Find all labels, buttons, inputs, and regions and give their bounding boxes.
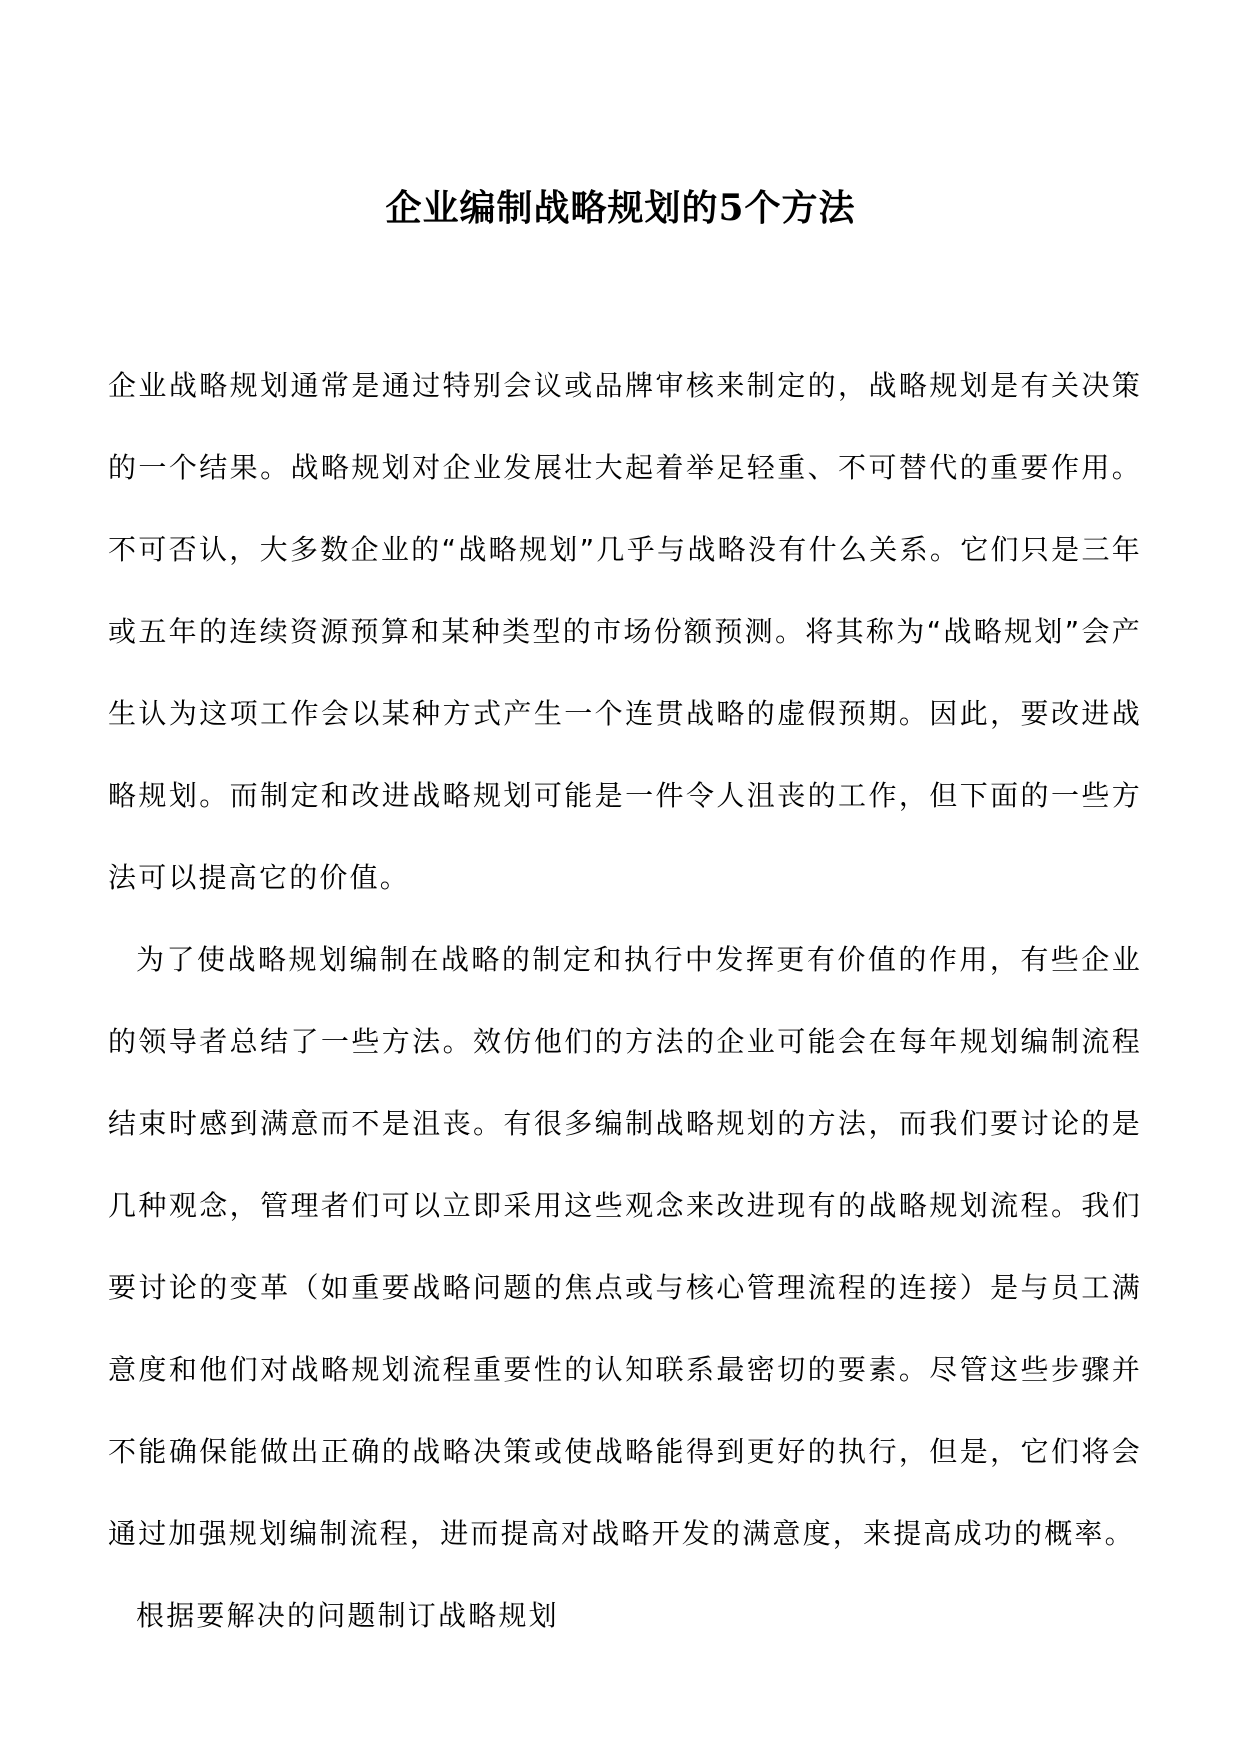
document-body xyxy=(108,345,1142,1657)
paragraph-intro: 企业战略规划通常是通过特别会议或品牌审核来制定的，战略规划是有关决策的一个结果。战略规划对企业发展壮大起着举足轻重、不可替代的重要作用。不可否认，大多数企业的“战略规划”几乎与战略没有什么关系。它们只是三年或五年的连续资源预算和某种类型的市场份额预测。将其称为“战略规划”会产生认为这项工作会以某种方式产生一个连贯战略的虚假预期。因此，要改进战略规划。而制定和改进战略规划可能是一件令人沮丧的工作，但下面的一些方法可以提高它的价值。 xyxy=(108,369,1142,894)
paragraph-methods: 为了使战略规划编制在战略的制定和执行中发挥更有价值的作用，有些企业的领导者总结了一些方法。效仿他们的方法的企业可能会在每年规划编制流程结束时感到满意而不是沮丧。有很多编制战略规划的方法，而我们要讨论的是几种观念，管理者们可以立即采用这些观念来改进现有的战略规划流程。我们要讨论的变革（如重要战略问题的焦点或与核心管理流程的连接）是与员工满意度和他们对战略规划流程重要性的认知联系最密切的要素。尽管这些步骤并不能确保能做出正确的战略决策或使战略能得到更好的执行，但是，它们将会通过加强规划编制流程，进而提高对战略开发的满意度，来提高成功的概率。 xyxy=(108,943,1142,1550)
section-heading-problem-based-planning: 根据要解决的问题制订战略规划 xyxy=(136,1599,559,1632)
document-title: 企业编制战略规划的5个方法 xyxy=(385,187,856,230)
